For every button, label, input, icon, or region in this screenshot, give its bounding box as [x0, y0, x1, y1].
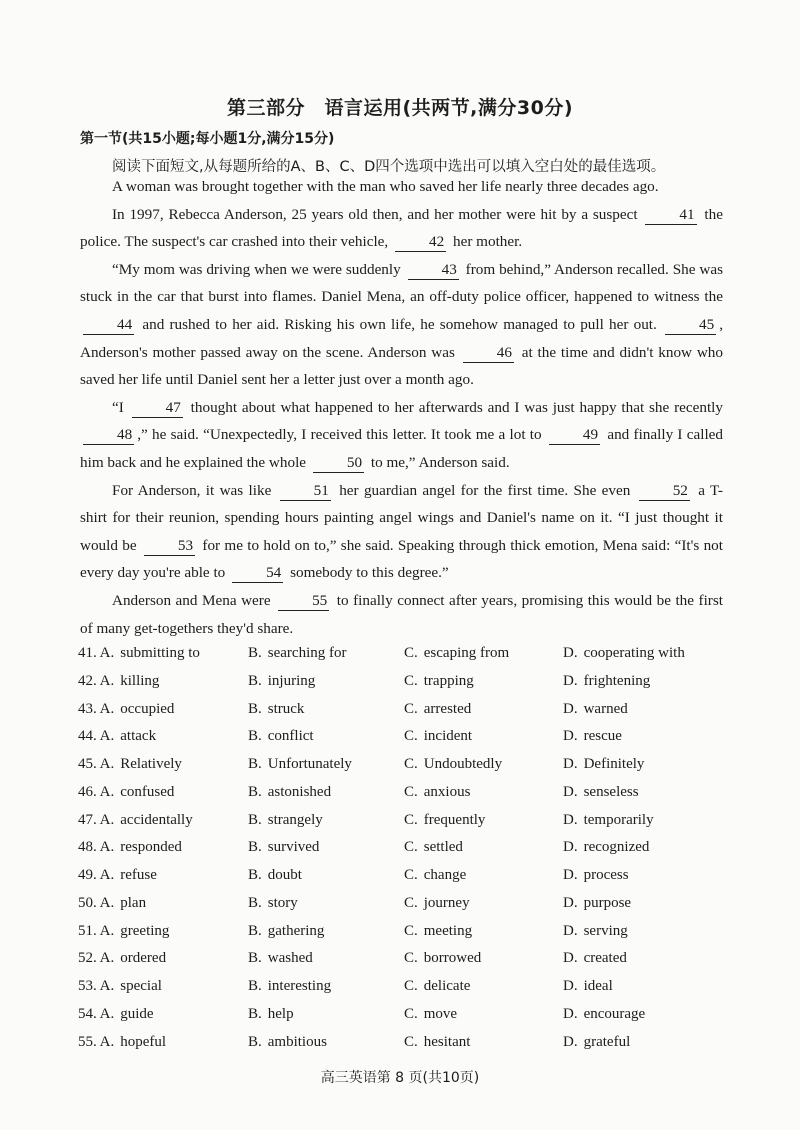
answer-blank: 42: [395, 233, 446, 252]
option-c-label: C.: [404, 1033, 418, 1050]
option-a-label: 43. A.: [78, 700, 115, 717]
option-d-label: D.: [563, 700, 578, 717]
option-a: [78, 1029, 166, 1057]
option-c-text: anxious: [423, 783, 471, 800]
option-a: [78, 862, 157, 890]
option-b-label: B.: [248, 672, 262, 689]
option-c-text: change: [423, 867, 467, 883]
option-d-text: temporarily: [583, 811, 654, 828]
option-b-label: B.: [248, 645, 262, 661]
option-d: [563, 945, 627, 973]
option-a: [78, 834, 182, 862]
answer-blank: 54: [232, 564, 283, 583]
option-b: [248, 973, 331, 1001]
option-a: [78, 973, 162, 1001]
passage-text: to me,” Anderson said.: [367, 453, 510, 471]
passage-text: In 1997, Rebecca Anderson, 25 years old then, and her mother were hit by a suspect: [112, 205, 643, 223]
option-c-label: C.: [404, 950, 418, 967]
option-b-text: astonished: [267, 783, 332, 800]
passage-text: somebody to this degree.”: [286, 564, 449, 582]
option-c-label: C.: [404, 839, 418, 856]
option-a-label: 46. A.: [78, 783, 115, 800]
option-c-label: C.: [404, 867, 418, 883]
answer-blank: 45: [665, 316, 716, 335]
option-b-text: ambitious: [267, 1033, 327, 1050]
option-b-text: doubt: [267, 867, 302, 883]
option-d-label: D.: [563, 672, 578, 689]
option-b-text: injuring: [267, 672, 316, 689]
page-footer: 高三英语第 8 页(共10页): [320, 1070, 480, 1086]
option-c-text: hesitant: [423, 1033, 471, 1050]
option-a-text: submitting to: [120, 645, 200, 661]
option-b-text: washed: [267, 950, 313, 967]
option-d-text: process: [583, 867, 629, 883]
option-a-text: responded: [120, 839, 182, 856]
option-b: [248, 668, 315, 696]
option-b-text: story: [267, 894, 298, 911]
option-d-text: grateful: [583, 1033, 631, 1050]
option-c-text: meeting: [423, 922, 473, 939]
option-a-text: plan: [120, 894, 147, 911]
option-a-text: occupied: [120, 700, 175, 717]
option-c: [404, 723, 472, 751]
option-b-label: B.: [248, 867, 262, 883]
option-a-label: 52. A.: [78, 950, 115, 967]
option-b-label: B.: [248, 1005, 262, 1022]
option-a-text: greeting: [120, 922, 170, 939]
section-heading: 第一节(共15小题;每小题1分,满分15分): [80, 131, 335, 147]
option-d-text: rescue: [583, 728, 622, 745]
option-c-text: borrowed: [423, 950, 482, 967]
option-d-text: ideal: [583, 978, 613, 994]
option-d-label: D.: [563, 756, 578, 772]
option-b: [248, 1001, 294, 1029]
option-d-label: D.: [563, 728, 578, 745]
reading-passage: [80, 173, 723, 642]
option-c-text: trapping: [423, 672, 474, 689]
passage-text: the police. The suspect's car crashed into their vehicle,: [80, 205, 723, 251]
option-d-label: D.: [563, 645, 578, 661]
option-d-text: senseless: [583, 783, 639, 800]
option-c-text: settled: [423, 839, 463, 856]
option-d-text: serving: [583, 922, 628, 939]
option-b: [248, 723, 314, 751]
option-b-label: B.: [248, 839, 262, 856]
passage-text: her guardian angel for the first time. She even: [333, 481, 636, 499]
passage-paragraph: [80, 201, 723, 256]
option-b: [248, 696, 304, 724]
option-b-text: strangely: [267, 811, 323, 828]
option-a: [78, 668, 159, 696]
option-c-label: C.: [404, 645, 418, 661]
answer-blank: 51: [280, 482, 331, 501]
passage-text: A woman was brought together with the man who saved her life nearly three decades ago.: [112, 178, 659, 195]
passage-text: to finally connect after years, promising this would be the first of many get-togethers they'd share.: [80, 591, 723, 637]
passage-text: , Anderson's mother passed away on the scene. Anderson was: [80, 315, 723, 361]
answer-blank: 46: [463, 344, 514, 363]
option-d: [563, 1001, 645, 1029]
option-c-label: C.: [404, 783, 418, 800]
passage-text: a T-shirt for their reunion, spending hours painting angel wings and Daniel's name on it. “I just thought it would be: [80, 481, 723, 554]
option-b-text: searching for: [267, 645, 347, 661]
option-a-label: 48. A.: [78, 839, 115, 856]
option-a-text: attack: [120, 728, 157, 745]
option-b-text: help: [267, 1005, 294, 1022]
passage-text: “My mom was driving when we were suddenly: [112, 260, 405, 278]
passage-text: at the time and didn't know who saved her life until Daniel sent her a letter just over a month ago.: [80, 343, 723, 389]
option-b-label: B.: [248, 894, 262, 911]
instructions: 阅读下面短文,从每题所给的A、B、C、D四个选项中选出可以填入空白处的最佳选项。: [112, 159, 666, 175]
answer-blank: 41: [645, 206, 696, 225]
option-a-label: 45. A.: [78, 756, 115, 772]
option-b-text: interesting: [267, 978, 332, 994]
option-c-label: C.: [404, 978, 418, 994]
option-a-text: confused: [120, 783, 175, 800]
option-c: [404, 1029, 470, 1057]
answer-blank: 49: [549, 426, 600, 445]
option-a-label: 51. A.: [78, 922, 115, 939]
option-c: [404, 973, 470, 1001]
answer-blank: 44: [83, 316, 134, 335]
passage-text: and rushed to her aid. Risking his own life, he somehow managed to pull her out.: [137, 315, 663, 333]
option-b: [248, 890, 298, 918]
option-a-text: refuse: [120, 867, 157, 883]
passage-paragraph: [80, 256, 723, 394]
option-a-label: 53. A.: [78, 978, 115, 994]
option-a: [78, 807, 193, 835]
option-c-label: C.: [404, 894, 418, 911]
option-a-label: 50. A.: [78, 894, 115, 911]
option-b-text: Unfortunately: [267, 756, 352, 772]
answer-blank: 50: [313, 454, 364, 473]
option-d-label: D.: [563, 1005, 578, 1022]
answer-blank: 43: [408, 261, 459, 280]
option-d: [563, 779, 639, 807]
option-a-text: ordered: [120, 950, 167, 967]
option-b-text: survived: [267, 839, 320, 856]
option-b: [248, 640, 346, 668]
option-d-label: D.: [563, 1033, 578, 1050]
option-a-text: hopeful: [120, 1033, 167, 1050]
passage-text: for me to hold on to,” she said. Speaking through thick emotion, Mena said: “It's not every day you're able to: [80, 536, 723, 582]
option-d: [563, 1029, 630, 1057]
passage-text: from behind,” Anderson recalled. She was stuck in the car that burst into flames. Daniel Mena, an off-duty police officer, happened to witness the: [80, 260, 723, 306]
option-c-label: C.: [404, 728, 418, 745]
option-b-label: B.: [248, 950, 262, 967]
option-d-label: D.: [563, 978, 578, 994]
option-d: [563, 973, 613, 1001]
option-b-label: B.: [248, 728, 262, 745]
option-a-label: 47. A.: [78, 811, 115, 828]
answer-blank: 53: [144, 537, 195, 556]
option-b-text: struck: [267, 700, 305, 717]
option-c-text: journey: [423, 894, 470, 911]
option-c: [404, 862, 466, 890]
option-d-text: frightening: [583, 672, 651, 689]
option-c: [404, 890, 470, 918]
option-d: [563, 807, 654, 835]
option-d: [563, 640, 685, 668]
option-b: [248, 945, 313, 973]
option-b-text: gathering: [267, 922, 325, 939]
option-b-label: B.: [248, 1033, 262, 1050]
option-b-label: B.: [248, 783, 262, 800]
option-c: [404, 668, 474, 696]
option-b-text: conflict: [267, 728, 314, 745]
option-d-text: cooperating with: [583, 645, 685, 661]
option-c: [404, 779, 470, 807]
option-a: [78, 890, 146, 918]
option-c-text: move: [423, 1005, 458, 1022]
passage-text: For Anderson, it was like: [112, 481, 277, 499]
answer-blank: 55: [278, 592, 329, 611]
option-a: [78, 723, 156, 751]
answer-blank: 47: [132, 399, 183, 418]
option-d-text: encourage: [583, 1005, 646, 1022]
option-c: [404, 945, 481, 973]
option-d: [563, 723, 622, 751]
option-d-label: D.: [563, 950, 578, 967]
option-d-label: D.: [563, 811, 578, 828]
option-d-text: created: [583, 950, 627, 967]
option-b-label: B.: [248, 811, 262, 828]
option-d: [563, 696, 628, 724]
option-c: [404, 751, 502, 779]
option-d: [563, 668, 650, 696]
passage-text: “I: [112, 398, 129, 416]
option-c: [404, 640, 509, 668]
option-c: [404, 1001, 457, 1029]
passage-text: Anderson and Mena were: [112, 591, 276, 609]
option-a-text: special: [120, 978, 162, 994]
option-c-label: C.: [404, 700, 418, 717]
option-b: [248, 807, 323, 835]
option-c-text: arrested: [423, 700, 472, 717]
passage-text: her mother.: [449, 233, 523, 251]
option-a: [78, 945, 166, 973]
answer-blank: 48: [83, 426, 134, 445]
option-b: [248, 779, 331, 807]
option-a-label: 41. A.: [78, 645, 115, 661]
passage-paragraph: [80, 173, 723, 201]
option-a-label: 55. A.: [78, 1033, 115, 1050]
option-a: [78, 1001, 154, 1029]
option-d-label: D.: [563, 867, 578, 883]
option-a: [78, 779, 174, 807]
passage-text: thought about what happened to her afterwards and I was just happy that she recently: [185, 398, 723, 416]
option-b: [248, 862, 302, 890]
option-a-label: 44. A.: [78, 728, 115, 745]
option-b-label: B.: [248, 922, 262, 939]
option-c-label: C.: [404, 756, 418, 772]
option-c-label: C.: [404, 672, 418, 689]
option-c: [404, 918, 472, 946]
passage-text: ,” he said. “Unexpectedly, I received this letter. It took me a lot to: [137, 426, 546, 444]
option-c: [404, 807, 485, 835]
option-a: [78, 918, 169, 946]
option-c-label: C.: [404, 1005, 418, 1022]
option-c-label: C.: [404, 922, 418, 939]
option-d: [563, 890, 631, 918]
option-b: [248, 918, 324, 946]
option-b: [248, 834, 319, 862]
option-d-text: recognized: [583, 839, 650, 856]
option-d-label: D.: [563, 839, 578, 856]
option-a-text: killing: [120, 672, 160, 689]
option-c: [404, 834, 463, 862]
option-d-label: D.: [563, 783, 578, 800]
option-c-text: frequently: [423, 811, 486, 828]
passage-paragraph: [80, 394, 723, 477]
option-b: [248, 1029, 327, 1057]
passage-paragraph: [80, 587, 723, 642]
option-c-label: C.: [404, 811, 418, 828]
option-d: [563, 918, 628, 946]
option-b-label: B.: [248, 756, 262, 772]
option-a-label: 54. A.: [78, 1005, 115, 1022]
option-d: [563, 862, 629, 890]
option-b-label: B.: [248, 978, 262, 994]
option-d-text: warned: [583, 700, 628, 717]
option-a-text: guide: [120, 1005, 154, 1022]
option-a-label: 49. A.: [78, 867, 115, 883]
option-b: [248, 751, 352, 779]
part-title: 第三部分 语言运用(共两节,满分30分): [226, 97, 574, 119]
option-a-label: 42. A.: [78, 672, 115, 689]
option-d: [563, 751, 644, 779]
option-d: [563, 834, 649, 862]
passage-paragraph: [80, 477, 723, 587]
option-d-text: Definitely: [583, 756, 645, 772]
option-a: [78, 640, 200, 668]
answer-blank: 52: [639, 482, 690, 501]
option-c-text: delicate: [423, 978, 471, 994]
option-a-text: accidentally: [120, 811, 193, 828]
option-c-text: Undoubtedly: [423, 756, 503, 772]
option-d-text: purpose: [583, 894, 632, 911]
option-a-text: Relatively: [120, 756, 182, 772]
option-c-text: incident: [423, 728, 473, 745]
option-c-text: escaping from: [423, 645, 510, 661]
option-d-label: D.: [563, 894, 578, 911]
option-a: [78, 751, 182, 779]
option-b-label: B.: [248, 700, 262, 717]
option-c: [404, 696, 471, 724]
passage-text: and finally I called him back and he explained the whole: [80, 426, 723, 471]
option-a: [78, 696, 174, 724]
option-d-label: D.: [563, 922, 578, 939]
